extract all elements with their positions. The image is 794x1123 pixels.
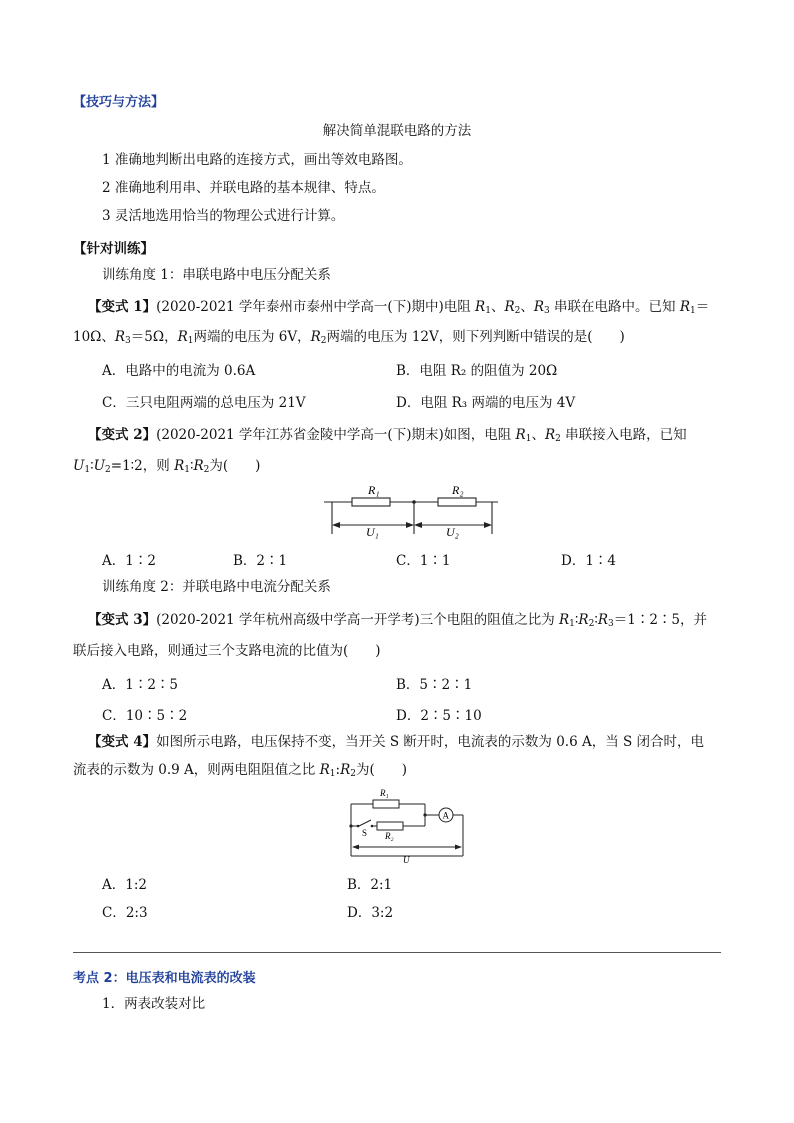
q2-line1: 【变式 2】(2020-2021 学年江苏省金陵中学高一(下)期末)如图，电阻 $R_1$、$R_2$ 串联接入电路，已知 (88, 427, 687, 444)
q4-parallel-circuit-figure (343, 783, 469, 865)
q3-line2: 联后接入电路，则通过三个支路电流的比值为( ) (73, 643, 381, 659)
angle-1: 训练角度 1：串联电路中电压分配关系 (102, 267, 331, 283)
q3-tag: 【变式 3】 (88, 612, 157, 628)
section-2-heading: 考点 2：电压表和电流表的改装 (73, 971, 256, 986)
q1-line1: 【变式 1】(2020-2021 学年泰州市泰州中学高一(下)期中)电阻 $R_1$、$R_2$、$R_3$ 串联在电路中。已知 $R_1=$ (88, 299, 710, 316)
section-2-item-1: 1．两表改装对比 (102, 996, 206, 1012)
q1-option-b[interactable]: B．电阻 R₂ 的阻值为 20Ω (396, 363, 558, 379)
q1-option-d[interactable]: D．电阻 R₃ 两端的电压为 4V (396, 395, 576, 411)
q3-option-d[interactable]: D．2∶5∶10 (396, 708, 482, 724)
q4-option-a[interactable]: A．1:2 (102, 877, 147, 893)
q1-option-c[interactable]: C．三只电阻两端的总电压为 21V (102, 395, 306, 411)
section-divider (73, 952, 721, 953)
q2-line2: $U_1∶U_2=1∶2$，则 $R_1∶R_2$为( ) (73, 458, 261, 475)
q4-label-r2: R₂ (385, 831, 394, 841)
q2-label-r1: R₁ (368, 483, 380, 497)
q4-tag: 【变式 4】 (88, 734, 157, 750)
q2-option-b[interactable]: B．2∶1 (233, 553, 288, 569)
q2-resistor-r1 (352, 498, 390, 506)
training-heading: 【针对训练】 (73, 241, 154, 257)
q2-label-r2: R₂ (452, 483, 464, 497)
q4-resistor-r1 (373, 800, 399, 808)
angle-2: 训练角度 2：并联电路中电流分配关系 (102, 579, 331, 595)
q4-label-u: U (403, 855, 410, 865)
q4-label-a: A (442, 810, 449, 821)
q1-option-a[interactable]: A．电路中的电流为 0.6A (102, 363, 256, 379)
q4-option-d[interactable]: D．3:2 (347, 905, 394, 921)
q4-switch-s (359, 820, 371, 826)
q2-label-u2: U₂ (446, 525, 459, 539)
q2-series-circuit-figure (318, 480, 504, 542)
q4-line1: 【变式 4】如图所示电路，电压保持不变，当开关 S 断开时，电流表的示数为 0.6 A，当 S 闭合时，电 (88, 734, 705, 750)
q3-line1: 【变式 3】(2020-2021 学年杭州高级中学高一开学考)三个电阻的阻值之比为 $R_1∶R_2∶R_3=1∶2∶5$，并 (88, 612, 708, 629)
q1-tag: 【变式 1】 (88, 299, 157, 315)
q3-option-c[interactable]: C．10∶5∶2 (102, 708, 188, 724)
tip-1: 1 准确地判断出电路的连接方式，画出等效电路图。 (102, 152, 412, 168)
q4-resistor-r2 (377, 822, 403, 830)
q2-resistor-r2 (438, 498, 476, 506)
q4-option-c[interactable]: C．2:3 (102, 905, 148, 921)
q4-option-b[interactable]: B．2:1 (347, 877, 393, 893)
q3-option-b[interactable]: B．5∶2∶1 (396, 677, 473, 693)
tips-heading: 【技巧与方法】 (73, 95, 165, 110)
q4-label-r1: R₁ (380, 788, 389, 798)
tip-2: 2 准确地利用串、并联电路的基本规律、特点。 (102, 180, 385, 196)
q2-label-u1: U₁ (366, 525, 379, 539)
tips-title: 解决简单混联电路的方法 (322, 123, 472, 139)
q1-line2: 10Ω、$R_3=5\Omega$，$R_1$两端的电压为 6V，$R_2$两端的电压为 12V，则下列判断中错误的是( ) (73, 329, 625, 346)
q4-line2: 流表的示数为 0.9 A，则两电阻阻值之比 $R_1:R_2$为( ) (73, 762, 408, 779)
q2-option-a[interactable]: A．1∶2 (102, 553, 156, 569)
q3-option-a[interactable]: A．1∶2∶5 (102, 677, 179, 693)
q2-tag: 【变式 2】 (88, 427, 157, 443)
q2-option-d[interactable]: D．1∶4 (561, 553, 617, 569)
q4-label-s: S (362, 828, 368, 838)
tip-3: 3 灵活地选用恰当的物理公式进行计算。 (102, 208, 345, 224)
q2-option-c[interactable]: C．1∶1 (396, 553, 451, 569)
